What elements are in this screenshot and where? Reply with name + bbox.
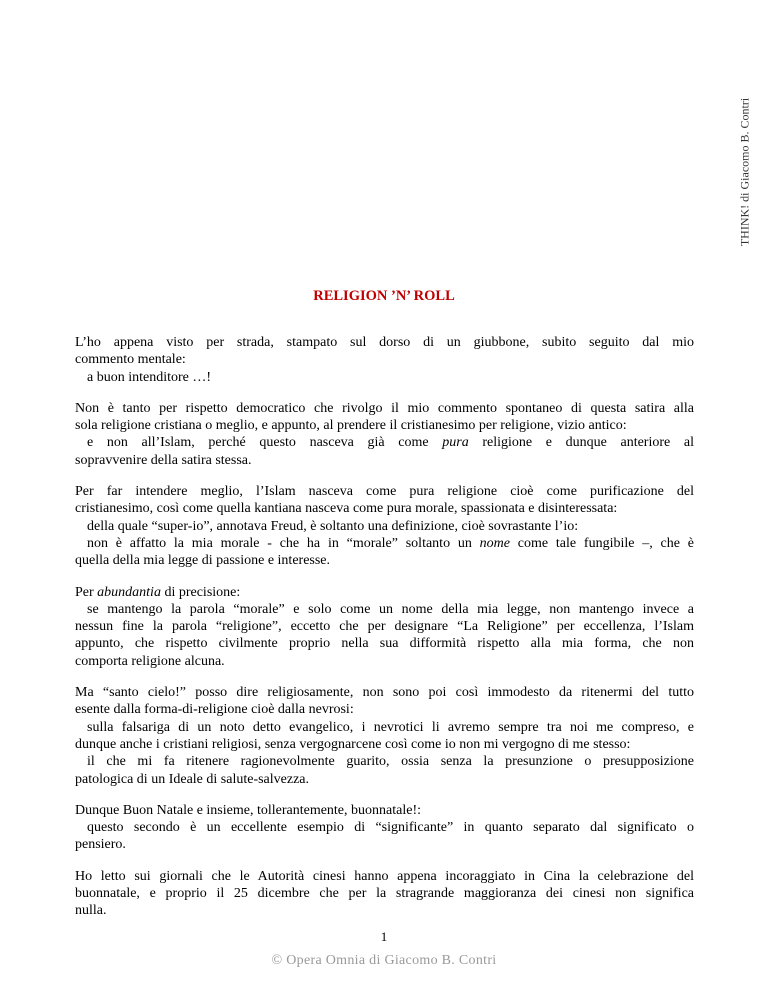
text-segment: pensiero. [75, 837, 126, 853]
document-title: RELIGION ’N’ ROLL [313, 288, 455, 304]
text-segment: nessun fine la parola “religione”, eccetto che per designare “La Religione” per eccellenza, l’Islam [75, 619, 694, 635]
text-segment: il che mi fa ritenere ragionevolmente guarito, ossia senza la presunzione o presupposizione [87, 754, 694, 770]
text-line [75, 618, 694, 635]
text-line [75, 753, 694, 770]
text-segment: sopravvenire della satira stessa. [75, 452, 252, 468]
text-line [75, 635, 694, 652]
text-line [75, 701, 694, 718]
text-line [75, 535, 694, 552]
text-segment: Per [75, 584, 98, 600]
text-segment: Non è tanto per rispetto democratico che rivolgo il mio commento spontaneo di questa satira alla [75, 400, 694, 416]
text-segment: sola religione cristiana o meglio, e appunto, al prendere il cristianesimo per religione, vizio antico: [75, 418, 627, 434]
copyright-footer: © Opera Omnia di Giacomo B. Contri [271, 953, 497, 968]
text-line [75, 518, 694, 535]
text-line [75, 552, 694, 569]
text-segment: comporta religione alcuna. [75, 653, 225, 669]
emphasis: pura [442, 435, 469, 451]
text-segment: Dunque Buon Natale e insieme, tollerantemente, buonnatale!: [75, 802, 421, 818]
text-line [75, 736, 694, 753]
text-line [75, 802, 694, 819]
text-line [75, 584, 694, 601]
text-line [75, 684, 694, 701]
text-line [75, 819, 694, 836]
text-segment: religione e dunque anteriore al [468, 435, 694, 451]
text-line [75, 351, 694, 368]
text-segment: Ma “santo cielo!” posso dire religiosamente, non sono poi così immodesto da ritenermi del tutto [75, 685, 694, 701]
text-segment: dunque anche i cristiani religiosi, senza vergognarcene così come io non mi vergogno di me stesso: [75, 736, 631, 752]
text-segment: buonnatale, e proprio il 25 dicembre che per la stragrande maggioranza dei cinesi non significa [75, 886, 694, 902]
text-line [75, 601, 694, 618]
text-segment: esente dalla forma-di-religione cioè dalla nevrosi: [75, 702, 354, 718]
text-segment: L’ho appena visto per strada, stampato sul dorso di un giubbone, subito seguito dal mio [75, 335, 694, 350]
paragraph [75, 684, 694, 788]
paragraph [75, 483, 694, 569]
emphasis: nome [479, 535, 510, 551]
paragraph [75, 868, 694, 920]
text-segment: come tale fungibile –, che è [510, 535, 695, 551]
text-line [75, 902, 694, 919]
text-segment: commento mentale: [75, 352, 186, 368]
text-line [75, 434, 694, 451]
text-segment: e non all’Islam, perché questo nasceva già come [87, 435, 443, 451]
text-segment: se mantengo la parola “morale” e solo come un nome della mia legge, non mantengo invece a [87, 601, 694, 617]
text-line [75, 885, 694, 902]
text-segment: Per far intendere meglio, l’Islam nasceva come pura religione cioè come purificazione del [75, 484, 694, 500]
text-segment: cristianesimo, così come quella kantiana nasceva come pura morale, spassionata e disinteressata: [75, 501, 618, 517]
paragraph [75, 334, 694, 386]
text-line [75, 868, 694, 885]
text-segment: nulla. [75, 903, 107, 919]
text-segment: questo secondo è un eccellente esempio di “significante” in quanto separato dal significato o [87, 820, 694, 836]
text-line [75, 836, 694, 853]
text-line [75, 653, 694, 670]
text-line [75, 417, 694, 434]
text-segment: della quale “super-io”, annotava Freud, è soltanto una definizione, cioè sovrastante l’io: [87, 518, 579, 534]
text-segment: a buon intenditore …! [87, 369, 212, 385]
paragraph [75, 584, 694, 670]
text-segment: Ho letto sui giornali che le Autorità cinesi hanno appena incoraggiato in Cina la celebrazione del [75, 868, 694, 884]
text-segment: appunto, che rispetto civilmente proprio nella sua difformità rispetto alla mia forma, che non [75, 636, 694, 652]
text-line [75, 334, 694, 351]
text-segment: quella della mia legge di passione e interesse. [75, 553, 331, 569]
emphasis: abundantia [97, 584, 161, 600]
text-segment: sulla falsariga di un noto detto evangelico, i nevrotici li avremo sempre tra noi me compreso, e [87, 719, 694, 735]
text-line [75, 452, 694, 469]
text-line [75, 719, 694, 736]
text-line [75, 369, 694, 386]
document-body [75, 334, 694, 934]
page-number: 1 [380, 929, 388, 944]
text-line [75, 500, 694, 517]
text-segment: non è affatto la mia morale - che ha in “morale” soltanto un [87, 535, 480, 551]
paragraph [75, 802, 694, 854]
text-segment: patologica di un Ideale di salute-salvezza. [75, 771, 310, 787]
text-line [75, 483, 694, 500]
text-line [75, 771, 694, 788]
text-segment: di precisione: [160, 584, 241, 600]
text-line [75, 400, 694, 417]
running-header: THINK! di Giacomo B. Contri [737, 97, 752, 247]
paragraph [75, 400, 694, 469]
